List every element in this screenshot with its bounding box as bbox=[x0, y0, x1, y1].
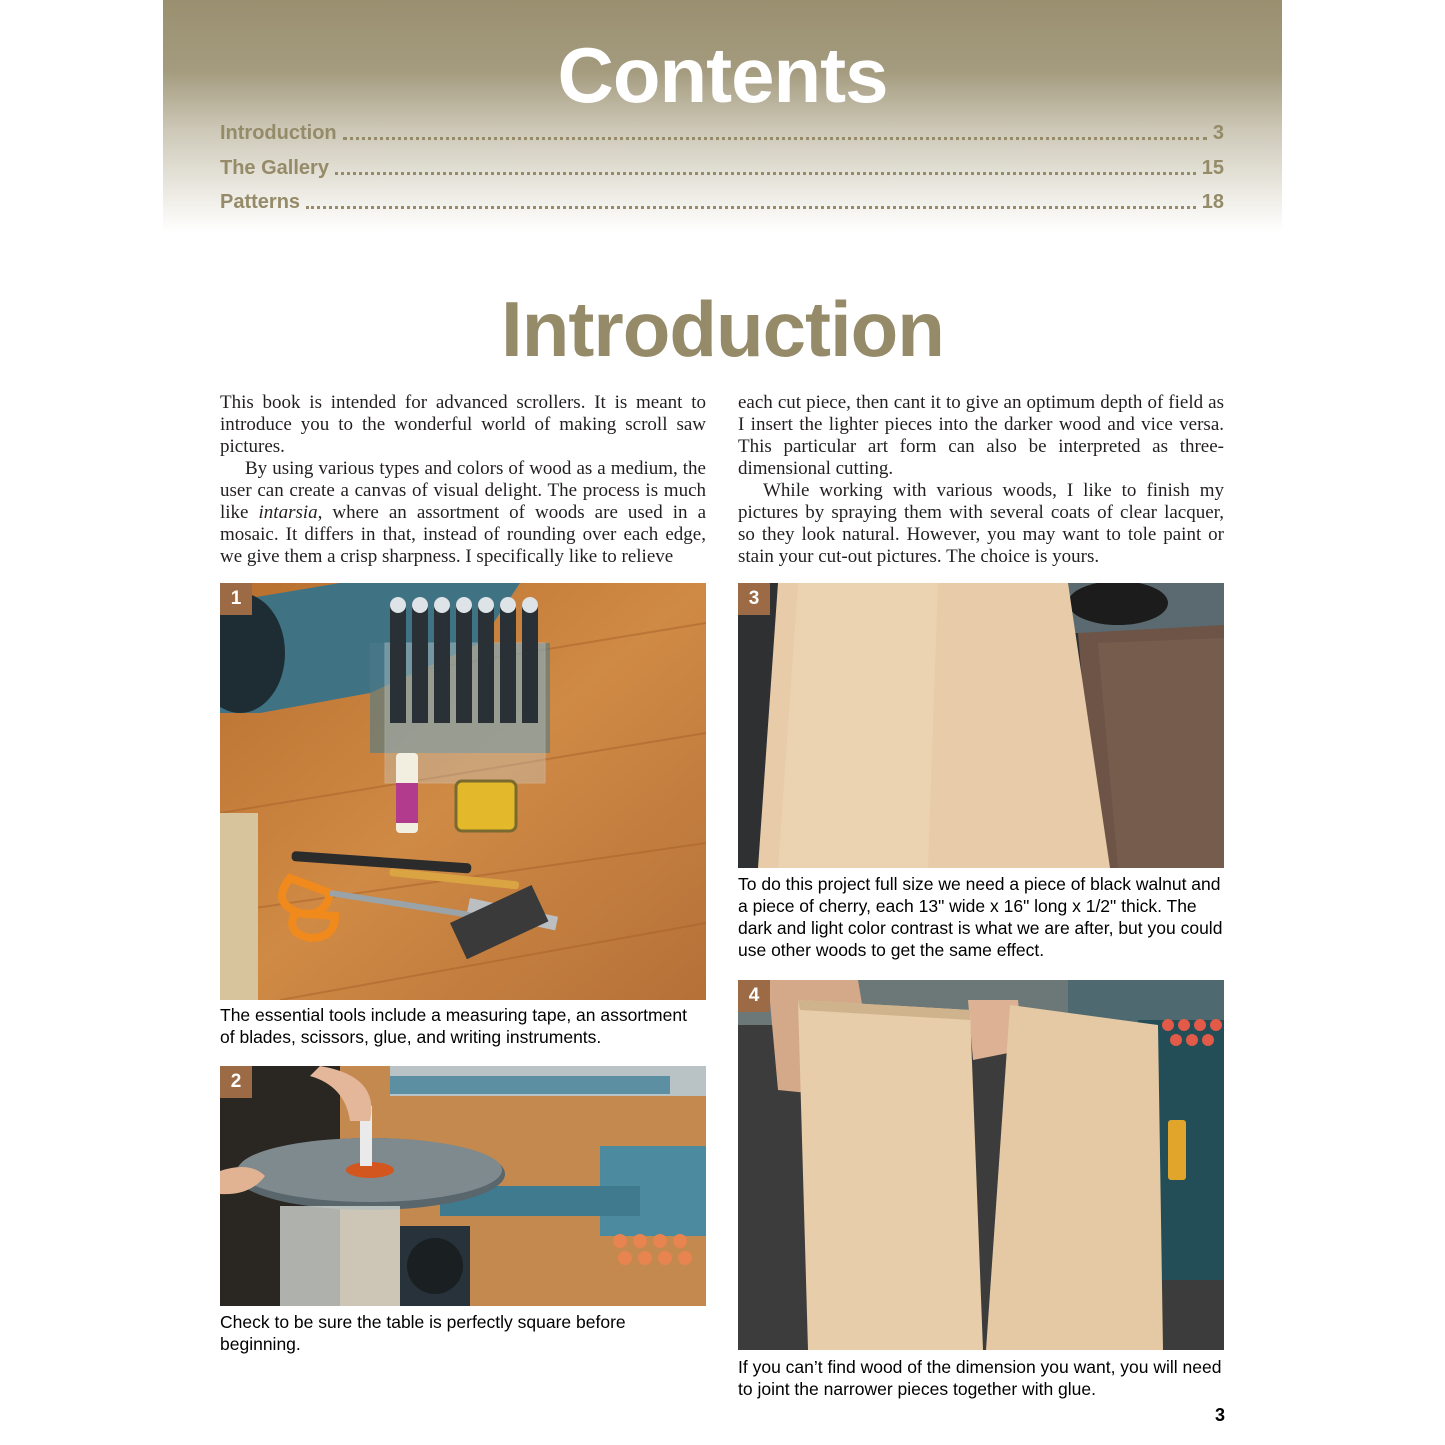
photo-3-caption: To do this project full size we need a piece of black walnut and a piece of cherry, each 13" wide x 16" long x 1/2" thick. The dark and light color contrast is what we are after, but you could use other woods to get the same effect. bbox=[738, 874, 1223, 960]
toc-leader-dots bbox=[343, 137, 1207, 140]
intro-paragraph: This book is intended for advanced scrollers. It is meant to introduce you to the wonderful world of making scroll saw pictures. bbox=[220, 392, 706, 457]
toc-entry-label: Patterns bbox=[220, 191, 301, 213]
page-number: 3 bbox=[1214, 1405, 1225, 1425]
photo-2-image bbox=[220, 1066, 706, 1306]
photo-4-narrow-boards bbox=[738, 980, 1224, 1350]
toc-entry-page: 3 bbox=[1212, 122, 1224, 144]
toc-entry-page: 15 bbox=[1201, 157, 1224, 179]
contents-title: Contents bbox=[557, 31, 888, 119]
toc-leader-dots bbox=[335, 172, 1196, 175]
toc-entry-patterns[interactable] bbox=[220, 188, 1224, 214]
photo-4-image bbox=[738, 980, 1224, 1350]
photo-number-badge: 3 bbox=[738, 583, 770, 615]
photo-1-image bbox=[220, 583, 706, 1000]
toc-entry-the-gallery[interactable] bbox=[220, 154, 1224, 180]
photo-2-scroll-saw-table bbox=[220, 1066, 706, 1306]
intro-paragraph: each cut piece, then cant it to give an optimum depth of field as I insert the lighter pieces into the darker wood and vice versa. This particular art form can also be interpreted as three-dimensional cutting. bbox=[738, 392, 1224, 479]
photo-1-essential-tools bbox=[220, 583, 706, 1000]
photo-3-image bbox=[738, 583, 1224, 868]
photo-2-caption: Check to be sure the table is perfectly square before beginning. bbox=[220, 1312, 626, 1354]
toc-entry-introduction[interactable] bbox=[220, 119, 1224, 145]
introduction-heading: Introduction bbox=[501, 285, 944, 373]
contents-header bbox=[163, 0, 1282, 232]
intro-text-right-column bbox=[738, 392, 1224, 572]
intro-paragraph: By using various types and colors of wood as a medium, the user can create a canvas of visual delight. The process is much like intarsia, where an assortment of woods are used in a mosaic. It differs in that, instead of rounding over each edge, we give them a crisp sharpness. I specifically like to relieve bbox=[220, 458, 706, 567]
intarsia-emphasis: intarsia bbox=[258, 502, 318, 523]
photo-number-badge: 1 bbox=[220, 583, 252, 615]
toc-entry-label: The Gallery bbox=[220, 157, 329, 179]
toc-entry-page: 18 bbox=[1201, 191, 1224, 213]
photo-4-caption: If you can’t find wood of the dimension you want, you will need to joint the narrower pieces together with glue. bbox=[738, 1357, 1222, 1399]
photo-1-caption: The essential tools include a measuring tape, an assortment of blades, scissors, glue, and writing instruments. bbox=[220, 1005, 687, 1047]
photo-number-badge: 2 bbox=[220, 1066, 252, 1098]
toc-entry-label: Introduction bbox=[220, 122, 337, 144]
intro-paragraph: While working with various woods, I like to finish my pictures by spraying them with several coats of clear lacquer, so they look natural. However, you may want to tole paint or stain your cut-out pictures. The choice is yours. bbox=[738, 480, 1224, 567]
photo-number-badge: 4 bbox=[738, 980, 770, 1012]
intro-text-left-column bbox=[220, 392, 706, 572]
photo-3-wood-boards bbox=[738, 583, 1224, 868]
toc-leader-dots bbox=[306, 206, 1196, 209]
